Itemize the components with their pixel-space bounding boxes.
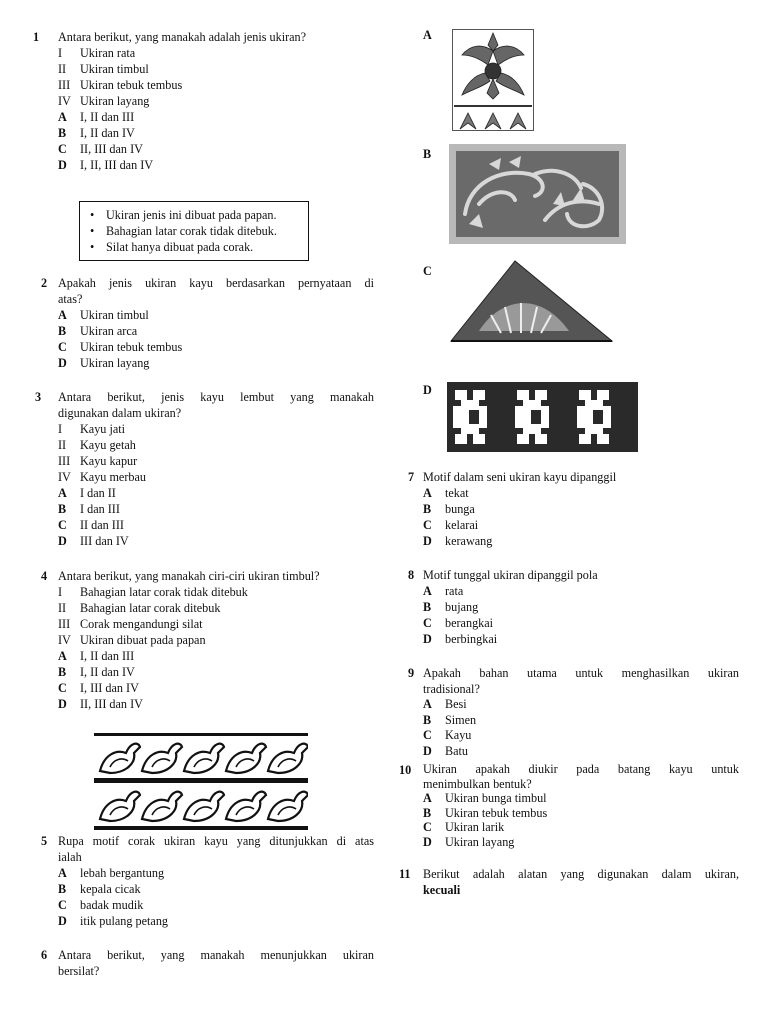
answer-option[interactable] — [423, 806, 739, 821]
roman-item — [58, 45, 378, 61]
item-numeral: III — [58, 454, 71, 468]
option-text: rata — [445, 584, 464, 598]
question-text: digunakan dalam ukiran? — [58, 406, 182, 420]
option-letter: C — [58, 898, 67, 912]
answer-option[interactable] — [423, 744, 739, 760]
figure-label-c: C — [423, 264, 432, 278]
roman-item — [58, 584, 378, 600]
option-text: lebah bergantung — [80, 866, 165, 880]
roman-item — [58, 600, 378, 616]
answer-option[interactable] — [58, 648, 378, 664]
answer-option[interactable] — [58, 881, 374, 897]
item-numeral: IV — [58, 633, 71, 647]
question-text: Apakah bahan utama untuk menghasilkan ukiran — [423, 666, 739, 680]
question-text: Motif dalam seni ukiran kayu dipanggil — [423, 470, 617, 484]
option-text: Batu — [445, 743, 469, 758]
option-text: badak mudik — [80, 898, 144, 912]
item-numeral: III — [58, 78, 71, 92]
option-text: tekat — [445, 486, 469, 500]
option-text: Ukiran larik — [445, 820, 505, 834]
question-emphasis: kecuali — [423, 883, 461, 897]
option-text: bujang — [445, 600, 479, 614]
question-text: Apakah jenis ukiran kayu berdasarkan pernyataan di — [58, 276, 374, 290]
question-text: bersilat? — [58, 964, 100, 978]
option-text: Ukiran arca — [80, 324, 138, 338]
option-text: I, II dan IV — [80, 665, 135, 679]
option-text: II, III dan IV — [80, 142, 143, 156]
option-letter: A — [423, 584, 432, 598]
answer-option[interactable] — [58, 533, 374, 549]
question-text: Antara berikut, yang manakah adalah jenis ukiran? — [58, 30, 307, 44]
answer-option[interactable] — [58, 865, 374, 881]
option-letter: D — [58, 158, 67, 172]
question-1 — [58, 29, 378, 173]
question-11 — [423, 866, 739, 898]
option-letter: A — [58, 866, 67, 880]
question-number: 4 — [41, 569, 48, 583]
option-text: Besi — [445, 697, 467, 711]
option-text: I, II dan III — [80, 110, 135, 124]
item-numeral: II — [58, 601, 67, 615]
answer-option[interactable] — [58, 680, 378, 696]
statement: Silat hanya dibuat pada corak. — [106, 240, 254, 254]
option-text: I dan III — [80, 502, 120, 516]
option-letter: C — [58, 340, 67, 354]
question-text: Ukiran apakah diukir pada batang kayu untuk — [423, 762, 739, 776]
option-letter: A — [58, 486, 67, 500]
question-text: Antara berikut, yang manakah ciri-ciri ukiran timbul? — [58, 569, 320, 583]
option-letter: D — [423, 743, 432, 758]
question-text: atas? — [58, 292, 83, 306]
item-numeral: I — [58, 422, 63, 436]
question-text: menimbulkan bentuk? — [423, 776, 532, 791]
question-10 — [423, 762, 739, 849]
option-letter: D — [423, 632, 432, 646]
question-3 — [58, 389, 374, 549]
option-text: II, III dan IV — [80, 697, 143, 711]
option-text: Kayu — [445, 728, 472, 742]
option-letter: D — [423, 834, 432, 849]
roman-item — [58, 469, 374, 485]
answer-option[interactable] — [423, 615, 743, 631]
question-number: 5 — [41, 834, 48, 848]
answer-option[interactable] — [58, 696, 378, 712]
question-text: Motif tunggal ukiran dipanggil pola — [423, 568, 598, 582]
statement-box: • Ukiran jenis ini dibuat pada papan. • Bahagian latar corak tidak ditebuk. • Silat hanya dibuat pada corak. — [79, 201, 309, 261]
answer-option[interactable] — [58, 664, 378, 680]
option-letter: A — [423, 791, 432, 805]
answer-option[interactable] — [423, 791, 739, 806]
question-number: 11 — [399, 867, 411, 881]
answer-option[interactable] — [58, 913, 374, 929]
option-letter: B — [423, 600, 432, 614]
question-9 — [423, 665, 739, 759]
option-text: II dan III — [80, 518, 124, 532]
question-number: 6 — [41, 948, 48, 962]
answer-option[interactable] — [423, 820, 739, 835]
question-7 — [423, 469, 743, 549]
answer-option[interactable] — [58, 897, 374, 913]
item-text: Corak mengandungi silat — [80, 617, 203, 631]
answer-option[interactable] — [58, 141, 378, 157]
item-text: Ukiran rata — [80, 46, 136, 60]
option-letter: B — [58, 665, 67, 679]
roman-item — [58, 93, 378, 109]
answer-option[interactable] — [423, 533, 743, 549]
option-letter: A — [58, 110, 67, 124]
answer-option[interactable] — [423, 583, 743, 599]
item-numeral: II — [58, 62, 67, 76]
option-letter: A — [423, 697, 432, 711]
figure-a-floral-panel — [452, 29, 534, 131]
option-letter: C — [423, 616, 432, 630]
option-text: Simen — [445, 712, 477, 727]
option-letter: C — [423, 728, 432, 742]
question-8 — [423, 567, 743, 647]
question-text: Antara berikut, jenis kayu lembut yang manakah — [58, 390, 374, 404]
option-text: Ukiran layang — [80, 356, 150, 370]
roman-item — [58, 77, 378, 93]
item-numeral: III — [58, 617, 71, 631]
item-numeral: IV — [58, 94, 71, 108]
item-text: Bahagian latar corak ditebuk — [80, 601, 221, 615]
option-text: III dan IV — [80, 534, 129, 548]
option-text: Ukiran tebuk tembus — [80, 340, 183, 354]
answer-option[interactable] — [58, 339, 374, 355]
question-number: 2 — [41, 276, 48, 290]
option-text: I, III dan IV — [80, 681, 139, 695]
option-letter: C — [58, 518, 67, 532]
option-letter: D — [58, 914, 67, 928]
answer-option[interactable] — [423, 501, 743, 517]
option-letter: D — [423, 534, 432, 548]
answer-option[interactable] — [423, 835, 739, 850]
answer-option[interactable] — [58, 501, 374, 517]
answer-option[interactable] — [58, 355, 374, 371]
item-text: Kayu merbau — [80, 470, 146, 484]
option-letter: B — [58, 502, 67, 516]
option-letter: B — [423, 502, 432, 516]
item-text: Ukiran dibuat pada papan — [80, 633, 206, 647]
item-numeral: I — [58, 585, 63, 599]
roman-item — [58, 453, 374, 469]
answer-option[interactable] — [58, 485, 374, 501]
answer-option[interactable] — [58, 323, 374, 339]
option-letter: B — [423, 805, 432, 820]
option-text: Ukiran layang — [445, 834, 515, 849]
option-letter: D — [58, 534, 67, 548]
answer-option[interactable] — [423, 713, 739, 729]
question-text: Rupa motif corak ukiran kayu yang ditunjukkan di atas — [58, 834, 374, 848]
option-text: Ukiran bunga timbul — [445, 791, 547, 805]
answer-option[interactable] — [423, 599, 743, 615]
roman-item — [58, 421, 374, 437]
option-text: Ukiran timbul — [80, 308, 149, 322]
answer-option[interactable] — [58, 109, 378, 125]
option-letter: C — [58, 681, 67, 695]
option-letter: A — [58, 649, 67, 663]
question-text: ialah — [58, 850, 82, 864]
option-text: kelarai — [445, 518, 479, 532]
option-text: kerawang — [445, 534, 493, 548]
figure-label-d: D — [423, 383, 432, 397]
option-letter: B — [58, 882, 67, 896]
item-text: Kayu kapur — [80, 454, 138, 468]
answer-option[interactable] — [58, 157, 378, 173]
bird-motif-image — [94, 733, 308, 831]
answer-option[interactable] — [58, 307, 374, 323]
option-letter: B — [58, 126, 67, 140]
answer-option[interactable] — [423, 631, 743, 647]
item-text: Ukiran layang — [80, 94, 150, 108]
option-letter: C — [58, 142, 67, 156]
answer-option[interactable] — [423, 485, 743, 501]
option-letter: D — [58, 356, 67, 370]
question-5 — [58, 833, 374, 929]
answer-option[interactable] — [423, 728, 739, 744]
option-letter: A — [58, 308, 67, 322]
item-numeral: II — [58, 438, 67, 452]
option-text: Ukiran tebuk tembus — [445, 805, 548, 820]
option-letter: B — [423, 712, 432, 727]
roman-item — [58, 632, 378, 648]
question-6 — [58, 947, 374, 979]
option-text: berbingkai — [445, 632, 498, 646]
option-text: I, II, III dan IV — [80, 158, 154, 172]
question-number: 7 — [408, 470, 415, 484]
option-letter: D — [58, 697, 67, 711]
question-number: 1 — [33, 30, 40, 44]
question-4 — [58, 568, 378, 712]
roman-item — [58, 437, 374, 453]
option-text: berangkai — [445, 616, 494, 630]
question-number: 9 — [408, 666, 415, 680]
option-text: I, II dan III — [80, 649, 135, 663]
option-letter: C — [423, 518, 432, 532]
option-text: I, II dan IV — [80, 126, 135, 140]
option-text: itik pulang petang — [80, 914, 169, 928]
option-text: bunga — [445, 502, 475, 516]
item-numeral: IV — [58, 470, 71, 484]
question-text: tradisional? — [423, 682, 480, 696]
option-letter: A — [423, 486, 432, 500]
question-text: Berikut adalah alatan yang digunakan dalam ukiran, — [423, 867, 739, 881]
answer-option[interactable] — [58, 517, 374, 533]
figure-b-carved-panel — [449, 144, 626, 244]
item-text: Kayu getah — [80, 438, 136, 452]
figure-d-bersilat-carving — [447, 382, 638, 452]
answer-option[interactable] — [58, 125, 378, 141]
question-number: 8 — [408, 568, 415, 582]
figure-c-triangle-carving — [449, 259, 614, 345]
figure-label-b: B — [423, 147, 432, 161]
statement: Bahagian latar corak tidak ditebuk. — [106, 224, 277, 238]
question-text: Antara berikut, yang manakah menunjukkan ukiran — [58, 948, 374, 962]
statement: Ukiran jenis ini dibuat pada papan. — [106, 208, 277, 222]
option-letter: C — [423, 820, 432, 834]
item-text: Kayu jati — [80, 422, 126, 436]
item-text: Bahagian latar corak tidak ditebuk — [80, 585, 248, 599]
figure-label-a: A — [423, 28, 432, 42]
roman-item — [58, 616, 378, 632]
option-text: kepala cicak — [80, 882, 141, 896]
item-text: Ukiran timbul — [80, 62, 149, 76]
answer-option[interactable] — [423, 697, 739, 713]
option-text: I dan II — [80, 486, 116, 500]
item-numeral: I — [58, 46, 63, 60]
item-text: Ukiran tebuk tembus — [80, 78, 183, 92]
roman-item — [58, 61, 378, 77]
answer-option[interactable] — [423, 517, 743, 533]
question-number: 10 — [399, 763, 412, 777]
option-letter: B — [58, 324, 67, 338]
question-2 — [58, 275, 374, 371]
question-number: 3 — [35, 390, 42, 404]
